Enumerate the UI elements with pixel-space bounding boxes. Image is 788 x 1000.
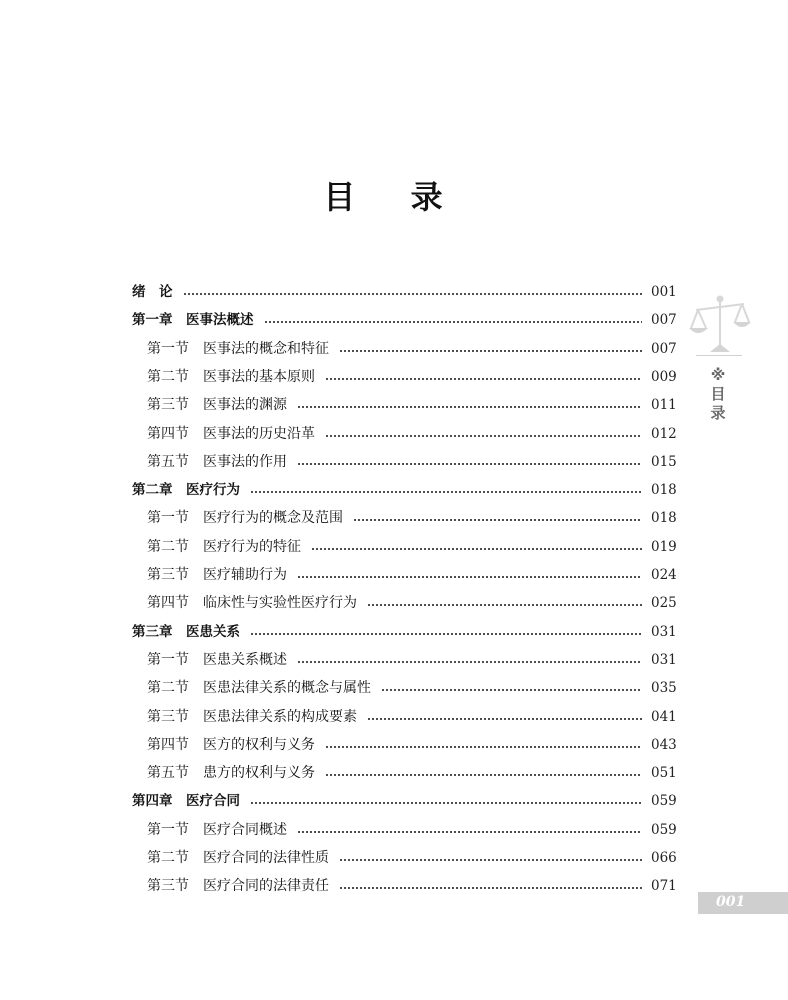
- toc-entry-page: 012: [651, 425, 677, 442]
- toc-entry-label: 第三节 医疗辅助行为: [147, 567, 287, 583]
- toc-leader-dots: [339, 887, 642, 889]
- toc-entry-page: 035: [651, 680, 677, 697]
- toc-section-entry[interactable]: [0, 591, 788, 615]
- toc-entry-page: 019: [651, 538, 677, 555]
- toc-leader-dots: [325, 435, 642, 437]
- toc-entry-page: 031: [651, 623, 677, 640]
- toc-section-entry[interactable]: [0, 874, 788, 898]
- toc-leader-dots: [367, 604, 642, 606]
- toc-entry-label: 第三节 医事法的渊源: [147, 397, 287, 414]
- scales-of-justice-icon: [688, 294, 752, 356]
- toc-entry-label: 第二节 医疗合同的法律性质: [147, 850, 329, 866]
- toc-section-entry[interactable]: [0, 450, 788, 474]
- toc-entry-label: 第五节 医事法的作用: [147, 453, 287, 470]
- toc-section-entry[interactable]: [0, 705, 788, 729]
- toc-entry-page: 059: [651, 821, 677, 838]
- toc-leader-dots: [339, 859, 642, 861]
- toc-chapter-entry[interactable]: [0, 789, 788, 813]
- toc-entry-page: 001: [651, 284, 677, 300]
- toc-entry-label: 第五节 患方的权利与义务: [147, 765, 315, 782]
- toc-entry-label: 第三章 医患关系: [132, 623, 240, 640]
- toc-entry-page: 015: [651, 453, 677, 470]
- side-section-tab: [708, 366, 728, 423]
- toc-leader-dots: [325, 378, 642, 380]
- toc-entry-page: 031: [651, 651, 677, 668]
- toc-leader-dots: [311, 548, 642, 550]
- toc-entry-label: 绪 论: [132, 284, 173, 300]
- toc-entry-page: 051: [651, 765, 677, 782]
- toc-entry-label: 第一节 医疗行为的概念及范围: [147, 510, 343, 527]
- toc-entry-page: 059: [651, 793, 677, 810]
- toc-entry-page: 066: [651, 850, 677, 866]
- toc-section-entry[interactable]: [0, 422, 788, 446]
- toc-entry-label: 第一节 医患关系概述: [147, 651, 287, 668]
- toc-entry-page: 071: [651, 878, 677, 895]
- toc-leader-dots: [250, 633, 642, 635]
- toc-entry-label: 第四章 医疗合同: [132, 793, 240, 810]
- toc-leader-dots: [353, 519, 642, 521]
- toc-entry-label: 第四节 临床性与实验性医疗行为: [147, 595, 357, 612]
- toc-chapter-entry[interactable]: [0, 620, 788, 644]
- toc-entry-label: 第二节 医事法的基本原则: [147, 368, 315, 385]
- toc-section-entry[interactable]: [0, 535, 788, 559]
- toc-leader-dots: [297, 406, 642, 408]
- side-divider: [696, 355, 742, 356]
- toc-section-entry[interactable]: [0, 648, 788, 672]
- toc-leader-dots: [250, 802, 642, 804]
- toc-leader-dots: [250, 491, 642, 493]
- toc-leader-dots: [367, 718, 642, 720]
- side-tab-char: 录: [710, 404, 726, 422]
- toc-entry-label: 第一节 医事法的概念和特征: [147, 340, 329, 357]
- toc-entry-label: 第三节 医患法律关系的构成要素: [147, 708, 357, 725]
- toc-entry-label: 第二节 医疗行为的特征: [147, 538, 301, 555]
- toc-section-entry[interactable]: [0, 761, 788, 785]
- toc-section-entry[interactable]: [0, 846, 788, 870]
- toc-leader-dots: [297, 661, 642, 663]
- toc-section-entry[interactable]: [0, 818, 788, 842]
- toc-leader-dots: [183, 293, 642, 295]
- toc-leader-dots: [339, 350, 642, 352]
- toc-leader-dots: [325, 746, 642, 748]
- toc-entry-label: 第三节 医疗合同的法律责任: [147, 878, 329, 895]
- side-tab-char: 目: [710, 385, 726, 403]
- toc-entry-page: 043: [651, 736, 677, 753]
- toc-leader-dots: [297, 831, 642, 833]
- toc-entry-page: 018: [651, 482, 677, 499]
- toc-entry-page: 041: [651, 708, 677, 725]
- toc-section-entry[interactable]: [0, 506, 788, 530]
- toc-section-entry[interactable]: [0, 733, 788, 757]
- toc-section-entry[interactable]: [0, 337, 788, 361]
- toc-leader-dots: [264, 321, 642, 323]
- toc-chapter-entry[interactable]: [0, 308, 788, 332]
- toc-leader-dots: [325, 774, 642, 776]
- toc-entry-page: 018: [651, 510, 677, 527]
- side-tab-mark: ※: [710, 366, 726, 384]
- toc-entry-page: 025: [651, 595, 677, 612]
- page-number: 001: [716, 894, 746, 910]
- toc-entry-page: 007: [651, 312, 677, 329]
- toc-entry-page: 009: [651, 368, 677, 385]
- toc-entry-label: 第四节 医事法的历史沿革: [147, 425, 315, 442]
- page-title: 目 录: [323, 178, 465, 216]
- toc-entry-label: 第一节 医疗合同概述: [147, 821, 287, 838]
- page-number-band: [698, 892, 788, 914]
- toc-section-entry[interactable]: [0, 563, 788, 587]
- toc-entry-label: 第二章 医疗行为: [132, 482, 240, 499]
- toc-entry-label: 第四节 医方的权利与义务: [147, 736, 315, 753]
- toc-entry-page: 007: [651, 340, 677, 357]
- toc-entry-label: 第一章 医事法概述: [132, 312, 254, 329]
- toc-section-entry[interactable]: [0, 365, 788, 389]
- toc-chapter-entry[interactable]: [0, 280, 788, 304]
- toc-entry-page: 011: [651, 397, 677, 414]
- toc-chapter-entry[interactable]: [0, 478, 788, 502]
- toc-entry-page: 024: [651, 567, 677, 583]
- toc-leader-dots: [381, 689, 642, 691]
- toc-section-entry[interactable]: [0, 393, 788, 417]
- toc-leader-dots: [297, 576, 642, 578]
- toc-entry-label: 第二节 医患法律关系的概念与属性: [147, 680, 371, 697]
- toc-section-entry[interactable]: [0, 676, 788, 700]
- toc-leader-dots: [297, 463, 642, 465]
